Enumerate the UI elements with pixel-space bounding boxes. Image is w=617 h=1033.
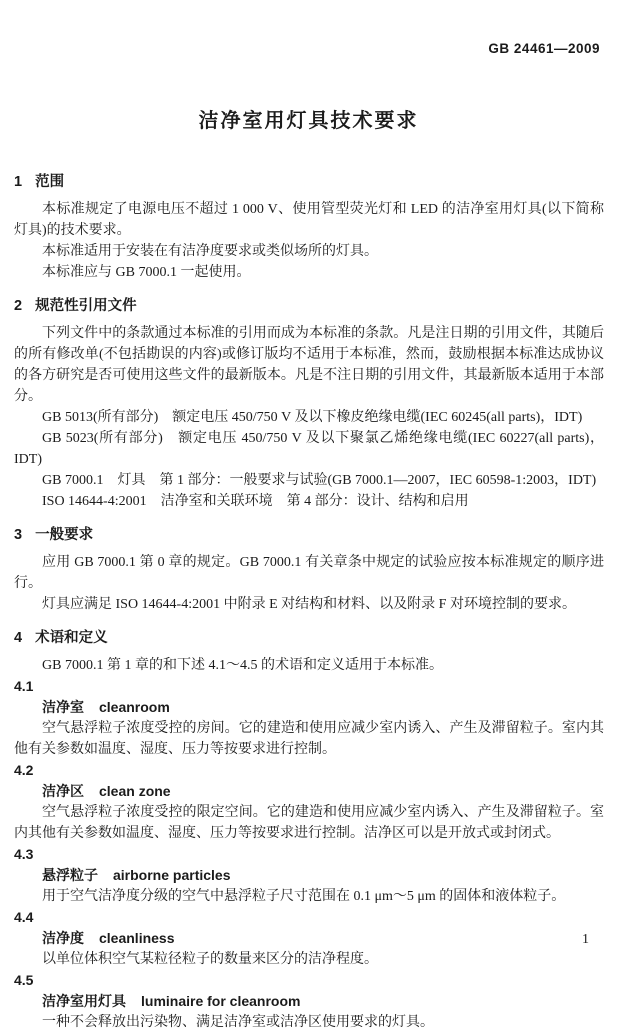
section-3-number: 3 [14, 527, 23, 543]
term-en: luminaire for cleanroom [141, 993, 301, 1009]
term-en: clean zone [99, 783, 171, 799]
term-en: cleanliness [99, 930, 175, 946]
term-entry-airborne-particles [14, 844, 604, 907]
term-name [14, 928, 604, 949]
section-3-heading [14, 525, 604, 546]
term-definition: 以单位体积空气某粒径粒子的数量来区分的洁净程度。 [42, 952, 378, 967]
section-1-number: 1 [14, 174, 23, 190]
section-3-paragraph-1: 应用 GB 7000.1 第 0 章的规定。GB 7000.1 有关章条中规定的试验应按本标准规定的顺序进行。 [14, 555, 604, 591]
section-1-paragraph-3: 本标准应与 GB 7000.1 一起使用。 [42, 265, 251, 280]
section-1-heading [14, 172, 604, 193]
term-number: 4.3 [14, 846, 34, 862]
term-number: 4.1 [14, 678, 34, 694]
term-entry-clean-zone [14, 760, 604, 844]
section-2-intro: 下列文件中的条款通过本标准的引用而成为本标准的条款。凡是注日期的引用文件，其随后的所有修改单(不包括勘误的内容)或修订版均不适用于本标准，然而，鼓励根据本标准达成协议的各方研究是否可使用这些文件的最新版本。凡是不注日期的引用文件，其最新版本适用于本部分。 [14, 326, 604, 404]
term-name [14, 697, 604, 718]
reference-item: GB 7000.1 灯具 第 1 部分：一般要求与试验(GB 7000.1—2007，IEC 60598-1:2003，IDT) [42, 473, 597, 488]
section-2-number: 2 [14, 298, 23, 314]
page-number: 1 [582, 932, 589, 947]
reference-item: GB 5013(所有部分) 额定电压 450/750 V 及以下橡皮绝缘电缆(IEC 60245(all parts)，IDT) [42, 410, 583, 425]
term-entry-cleanroom [14, 676, 604, 760]
term-name [14, 781, 604, 802]
section-4-intro: GB 7000.1 第 1 章的和下述 4.1～4.5 的术语和定义适用于本标准。 [42, 658, 443, 673]
term-number: 4.5 [14, 972, 34, 988]
document-title: 洁净室用灯具技术要求 [198, 110, 419, 132]
term-number: 4.4 [14, 909, 34, 925]
section-4-title: 术语和定义 [35, 630, 108, 646]
section-3-paragraph-2: 灯具应满足 ISO 14644-4:2001 中附录 E 对结构和材料、以及附录 F 对环境控制的要求。 [42, 597, 576, 612]
term-name [14, 991, 604, 1012]
section-4-heading [14, 628, 604, 649]
section-4-number: 4 [14, 630, 23, 646]
term-zh: 洁净区 [42, 783, 84, 799]
term-definition: 一种不会释放出污染物、满足洁净室或洁净区使用要求的灯具。 [42, 1015, 434, 1030]
reference-item: ISO 14644-4:2001 洁净室和关联环境 第 4 部分：设计、结构和启用 [42, 494, 469, 509]
term-zh: 洁净室用灯具 [42, 993, 126, 1009]
term-definition: 空气悬浮粒子浓度受控的房间。它的建造和使用应减少室内诱入、产生及滞留粒子。室内其他有关参数如温度、湿度、压力等按要求进行控制。 [14, 721, 604, 757]
document-body [14, 172, 604, 1033]
section-terms-definitions [14, 628, 604, 1033]
term-zh: 洁净室 [42, 699, 84, 715]
term-en: airborne particles [113, 867, 231, 883]
section-general-requirements [14, 525, 604, 615]
standard-code: GB 24461—2009 [488, 41, 600, 56]
section-1-paragraph-2: 本标准适用于安装在有洁净度要求或类似场所的灯具。 [42, 244, 378, 259]
reference-item: GB 5023(所有部分) 额定电压 450/750 V 及以下聚氯乙烯绝缘电缆(IEC 60227(all parts)，IDT) [14, 431, 604, 467]
term-zh: 洁净度 [42, 930, 84, 946]
term-en: cleanroom [99, 699, 170, 715]
page-header [0, 0, 617, 58]
section-1-title: 范围 [35, 174, 65, 190]
section-scope [14, 172, 604, 283]
section-3-title: 一般要求 [35, 527, 94, 543]
section-2-heading [14, 296, 604, 317]
term-definition: 空气悬浮粒子浓度受控的限定空间。它的建造和使用应减少室内诱入、产生及滞留粒子。室内其他有关参数如温度、湿度、压力等按要求进行控制。洁净区可以是开放式或封闭式。 [14, 805, 604, 841]
section-normative-references [14, 296, 604, 512]
term-entry-cleanliness [14, 907, 604, 970]
section-1-paragraph-1: 本标准规定了电源电压不超过 1 000 V、使用管型荧光灯和 LED 的洁净室用灯具(以下简称灯具)的技术要求。 [14, 202, 604, 238]
term-definition: 用于空气洁净度分级的空气中悬浮粒子尺寸范围在 0.1 μm～5 μm 的固体和液体粒子。 [42, 889, 566, 904]
section-2-title: 规范性引用文件 [35, 298, 137, 314]
term-zh: 悬浮粒子 [42, 867, 98, 883]
term-name [14, 865, 604, 886]
term-number: 4.2 [14, 762, 34, 778]
term-entry-luminaire-for-cleanroom [14, 970, 604, 1033]
